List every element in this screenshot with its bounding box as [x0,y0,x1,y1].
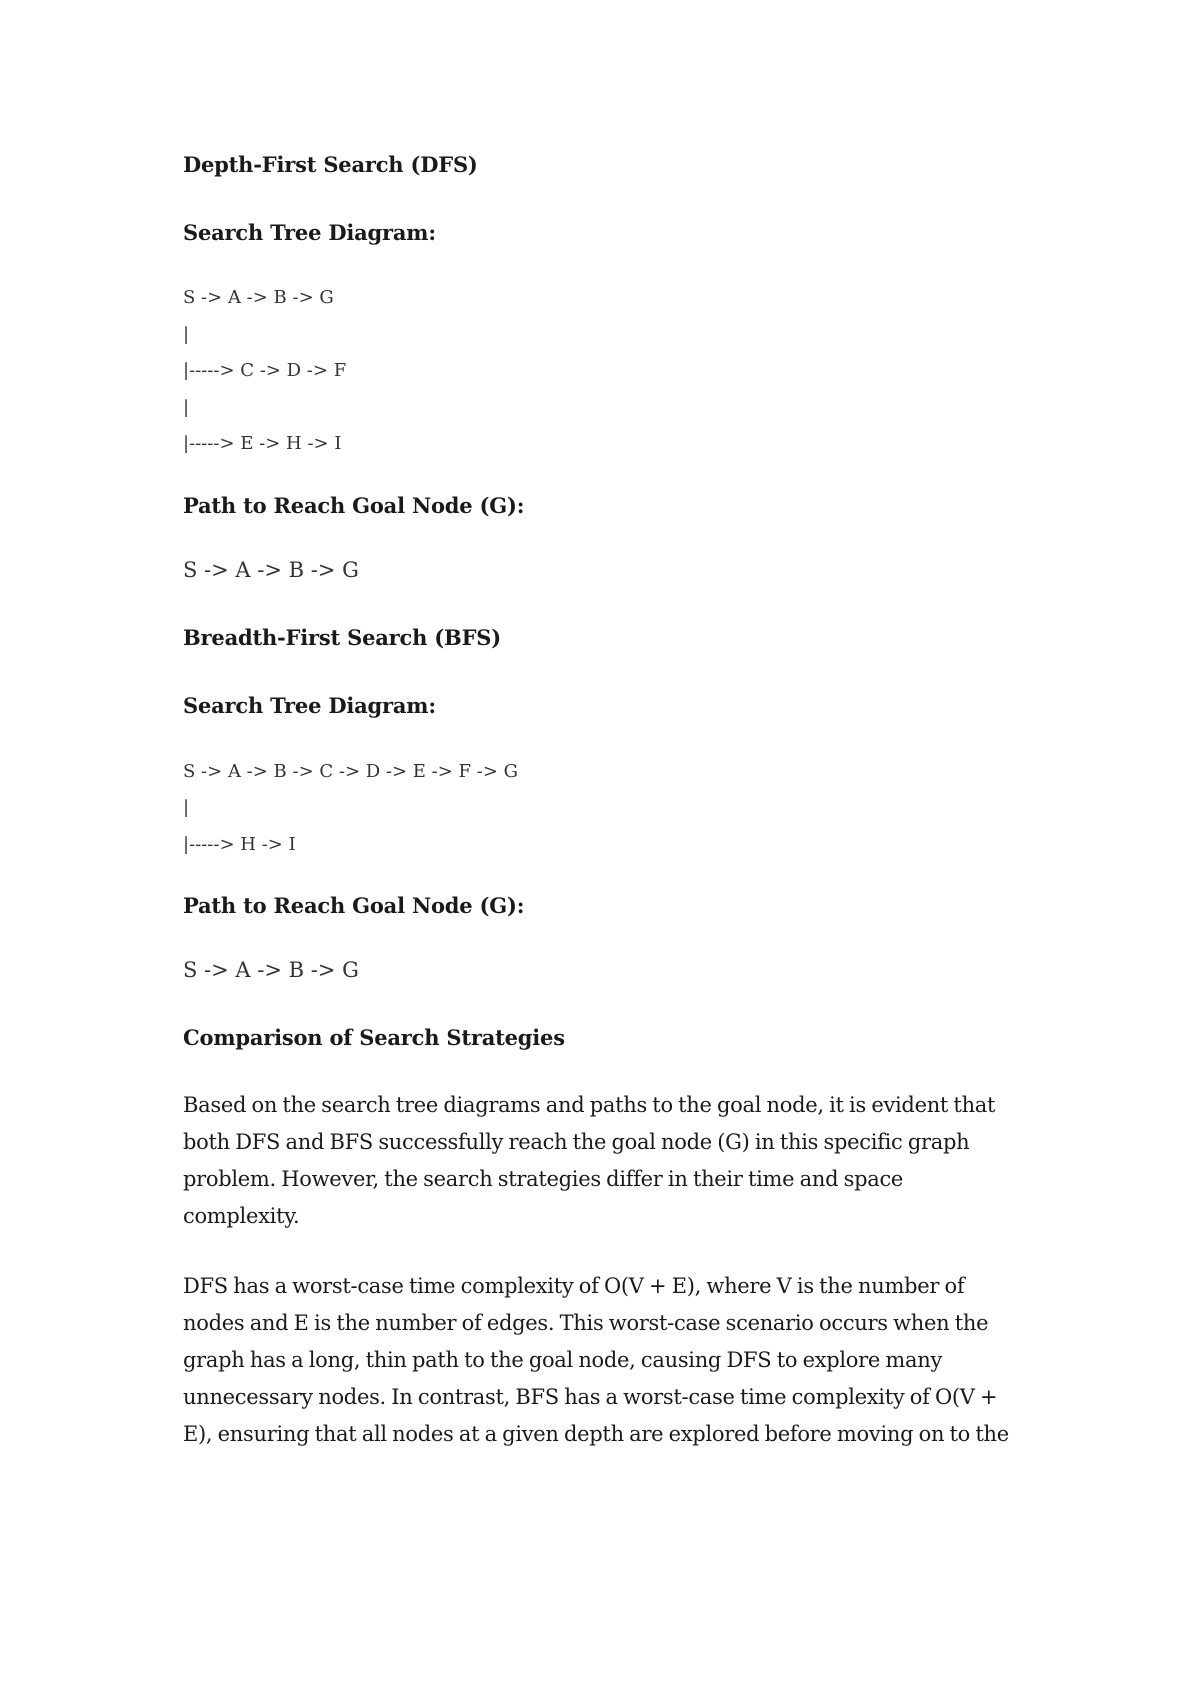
comparison-paragraph: DFS has a worst-case time complexity of O(V + E), where V is the number of nodes and E is the number of edges. This worst-case scenario occurs when the graph has a long, thin path to the goal node, causing DFS to explore many unnecessary nodes. In contrast, BFS has a worst-case time complexity of O(V + E), ensuring that all nodes at a given depth are explored before moving on to the [183,1274,1009,1446]
bfs-title: Breadth-First Search (BFS) [183,624,501,650]
bfs-tree-line: S -> A -> B -> C -> D -> E -> F -> G [183,760,519,782]
dfs-tree-diagram [183,280,1013,463]
dfs-tree-line: | [183,396,190,418]
dfs-tree-heading: Search Tree Diagram: [183,220,436,245]
bfs-path: S -> A -> B -> G [183,958,359,982]
dfs-title: Depth-First Search (DFS) [183,152,478,177]
bfs-tree-line: |-----> H -> I [183,833,296,855]
bfs-tree-heading: Search Tree Diagram: [183,692,436,718]
dfs-tree-line: |-----> C -> D -> F [183,360,347,381]
dfs-path: S -> A -> B -> G [183,557,359,582]
bfs-tree-line: | [183,797,190,818]
dfs-tree-line: S -> A -> B -> G [183,287,334,308]
comparison-title: Comparison of Search Strategies [183,1025,565,1050]
dfs-tree-line: | [183,323,190,345]
comparison-paragraph: Based on the search tree diagrams and paths to the goal node, it is evident that both DFS and BFS successfully reach the goal node (G) in this specific graph problem. However, the search strategies differ in their time and space complexity. [183,1093,996,1228]
bfs-path-heading: Path to Reach Goal Node (G): [183,893,525,918]
document-page [183,150,1013,1453]
dfs-tree-line: |-----> E -> H -> I [183,433,342,454]
dfs-path-heading: Path to Reach Goal Node (G): [183,492,525,518]
bfs-tree-diagram [183,754,1013,864]
